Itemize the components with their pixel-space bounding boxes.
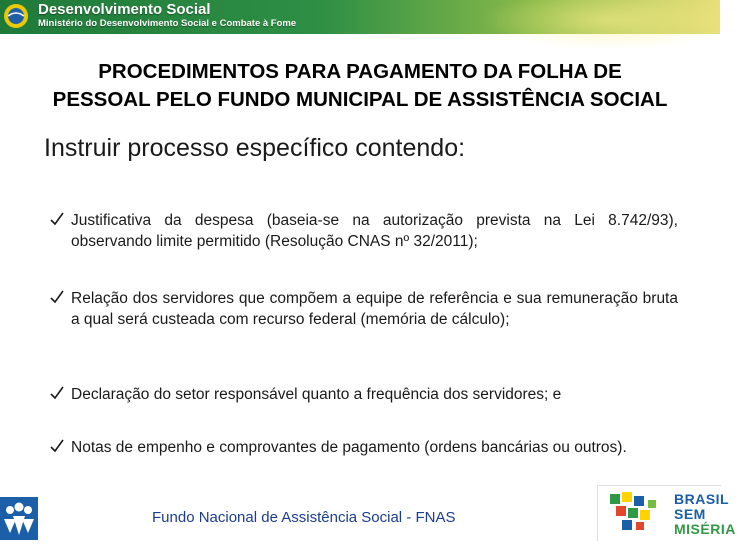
header-accent bbox=[480, 0, 740, 50]
slide-title bbox=[0, 58, 720, 114]
brand-line-3: MISÉRIA bbox=[674, 521, 736, 537]
footer-text: Fundo Nacional de Assistência Social - FNAS bbox=[152, 509, 456, 526]
checklist-item bbox=[50, 437, 678, 458]
checklist-item bbox=[50, 384, 678, 405]
slide-intro: Instruir processo específico contendo: bbox=[44, 134, 466, 162]
slide-title-line-2: PESSOAL PELO FUNDO MUNICIPAL DE ASSISTÊNCIA SOCIAL bbox=[52, 88, 668, 111]
checklist-item-text: Relação dos servidores que compõem a equipe de referência e sua remuneração bruta a qual será custeada com recurso federal (memória de cálculo); bbox=[71, 290, 678, 328]
header-title: Desenvolvimento Social bbox=[38, 1, 211, 18]
slide-title-line-1: PROCEDIMENTOS PARA PAGAMENTO DA FOLHA DE bbox=[98, 60, 622, 83]
header-banner bbox=[0, 0, 720, 34]
checkmark-icon bbox=[50, 210, 64, 228]
checklist-item-text: Declaração do setor responsável quanto a frequência dos servidores; e bbox=[71, 386, 562, 403]
checkmark-icon bbox=[50, 384, 64, 402]
checkmark-icon bbox=[50, 437, 64, 455]
checklist-item-text: Notas de empenho e comprovantes de pagamento (ordens bancárias ou outros). bbox=[71, 439, 627, 456]
checkmark-icon bbox=[50, 288, 64, 306]
people-logo-icon bbox=[0, 497, 38, 540]
brand-line-1: BRASIL bbox=[674, 491, 730, 507]
checklist-item-text: Justificativa da despesa (baseia-se na autorização prevista na Lei 8.742/93), observando limite permitido (Resolução CNAS nº 32/2011); bbox=[71, 212, 678, 250]
brand-line-2: SEM bbox=[674, 506, 706, 522]
checklist-item bbox=[50, 288, 678, 330]
brasil-sem-miseria-logo bbox=[597, 485, 736, 541]
checklist-item bbox=[50, 210, 678, 252]
government-logo-icon bbox=[2, 2, 30, 30]
header-subtitle: Ministério do Desenvolvimento Social e Combate à Fome bbox=[38, 18, 297, 29]
